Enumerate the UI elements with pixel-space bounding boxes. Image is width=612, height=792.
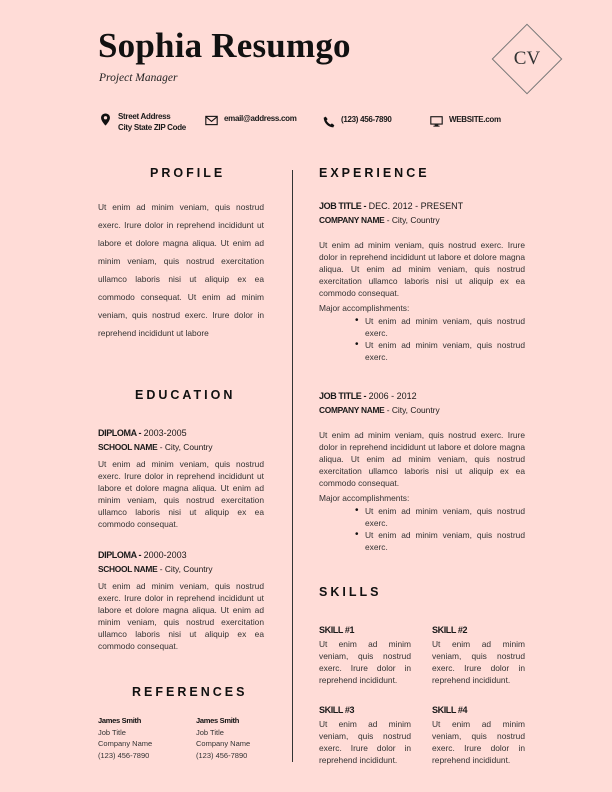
experience-1-bullets: [355, 315, 525, 363]
contact-website: [430, 115, 501, 127]
experience-1-company: COMPANY NAME - City, Country: [319, 215, 440, 225]
cv-badge-text: CV: [513, 48, 541, 69]
list-item: • Ut enim ad minim veniam, quis nostrud exerc.: [355, 315, 525, 339]
skill-2-title: SKILL #2: [432, 625, 468, 635]
skill-3-text: Ut enim ad minim veniam, quis nostrud exerc. Irure dolor in reprehend incididunt.: [319, 719, 411, 765]
education-1-school: SCHOOL NAME - City, Country: [98, 442, 213, 452]
skill-1-text: Ut enim ad minim veniam, quis nostrud exerc. Irure dolor in reprehend incididunt.: [319, 639, 411, 685]
phone-icon: [323, 116, 335, 128]
experience-2-heading: JOB TITLE - 2006 - 2012: [319, 391, 417, 401]
reference-1: [98, 715, 152, 761]
experience-1-acc-label: Major accomplishments:: [319, 303, 410, 313]
candidate-role: Project Manager: [99, 72, 178, 84]
education-heading: EDUCATION: [135, 388, 236, 402]
experience-2-text: Ut enim ad minim veniam, quis nostrud exerc. Irure dolor in reprehend incididunt ut labore et dolore magna aliqua. Ut enim ad minim veniam, quis nostrud exercitation ullamco laboris nisi ut aliquip ex ea commodo consequat.: [319, 430, 525, 488]
reference-1-name: James Smith: [98, 716, 141, 725]
experience-2-bullets: [355, 505, 525, 553]
list-item: • Ut enim ad minim veniam, quis nostrud exerc.: [355, 529, 525, 553]
profile-heading: PROFILE: [150, 166, 226, 180]
reference-1-phone: (123) 456-7890: [98, 750, 150, 760]
reference-2-company: Company Name: [196, 739, 251, 748]
experience-2-company: COMPANY NAME - City, Country: [319, 405, 440, 415]
skills-heading: SKILLS: [319, 585, 382, 599]
candidate-name: Sophia Resumgo: [98, 26, 351, 65]
skill-3-title: SKILL #3: [319, 705, 355, 715]
reference-2: [196, 715, 250, 761]
column-divider: [292, 170, 293, 762]
experience-2-acc-label: Major accomplishments:: [319, 493, 410, 503]
education-1-heading: DIPLOMA - 2003-2005: [98, 428, 187, 438]
profile-text: Ut enim ad minim veniam, quis nostrud exerc. Irure dolor in reprehend incididunt ut labore et dolore magna aliqua. Ut enim ad minim veniam, quis nostrud exercitation ullamco laboris nisi ut aliquip ex ea commodo consequat. Ut enim ad minim veniam, quis nostrud exerc. Irure dolor in reprehend incididunt ut labore: [98, 202, 264, 338]
reference-2-phone: (123) 456-7890: [196, 750, 248, 760]
reference-2-job: Job Title: [196, 727, 224, 737]
reference-2-name: James Smith: [196, 716, 239, 725]
experience-1-heading: JOB TITLE - DEC. 2012 - PRESENT: [319, 201, 464, 211]
envelope-icon: [205, 115, 218, 126]
address-line2: City State ZIP Code: [118, 122, 186, 132]
email-link[interactable]: email@address.com: [224, 114, 297, 123]
phone-number: (123) 456-7890: [341, 115, 392, 124]
skill-1-title: SKILL #1: [319, 625, 355, 635]
address-line1: Street Address: [118, 112, 171, 121]
experience-heading: EXPERIENCE: [319, 166, 430, 180]
education-1-text: Ut enim ad minim veniam, quis nostrud exerc. Irure dolor in reprehend incididunt ut labore et dolore magna aliqua. Ut enim ad minim veniam, quis nostrud exercitation ullamco laboris nisi ut aliquip ex ea commodo consequat.: [98, 459, 264, 529]
monitor-icon: [430, 116, 443, 127]
list-item: • Ut enim ad minim veniam, quis nostrud exerc.: [355, 339, 525, 363]
reference-1-job: Job Title: [98, 727, 126, 737]
website-link[interactable]: WEBSITE.com: [449, 115, 501, 124]
experience-1-text: Ut enim ad minim veniam, quis nostrud exerc. Irure dolor in reprehend incididunt ut labore et dolore magna aliqua. Ut enim ad minim veniam, quis nostrud exercitation ullamco laboris nisi ut aliquip ex ea commodo consequat.: [319, 240, 525, 298]
skill-4-title: SKILL #4: [432, 705, 468, 715]
contact-email: [205, 114, 297, 126]
contact-phone: [323, 115, 392, 128]
skill-2-text: Ut enim ad minim veniam, quis nostrud exerc. Irure dolor in reprehend incididunt.: [432, 639, 525, 685]
references-heading: REFERENCES: [132, 685, 248, 699]
reference-1-company: Company Name: [98, 739, 153, 748]
list-item: • Ut enim ad minim veniam, quis nostrud exerc.: [355, 505, 525, 529]
location-pin-icon: [99, 113, 112, 126]
skill-4-text: Ut enim ad minim veniam, quis nostrud exerc. Irure dolor in reprehend incididunt.: [432, 719, 525, 765]
cv-badge: [492, 24, 562, 94]
education-2-text: Ut enim ad minim veniam, quis nostrud exerc. Irure dolor in reprehend incididunt ut labore et dolore magna aliqua. Ut enim ad minim veniam, quis nostrud exercitation ullamco laboris nisi ut aliquip ex ea commodo consequat.: [98, 581, 264, 651]
education-2-school: SCHOOL NAME - City, Country: [98, 564, 213, 574]
education-2-heading: DIPLOMA - 2000-2003: [98, 550, 187, 560]
contact-address: [99, 112, 186, 133]
